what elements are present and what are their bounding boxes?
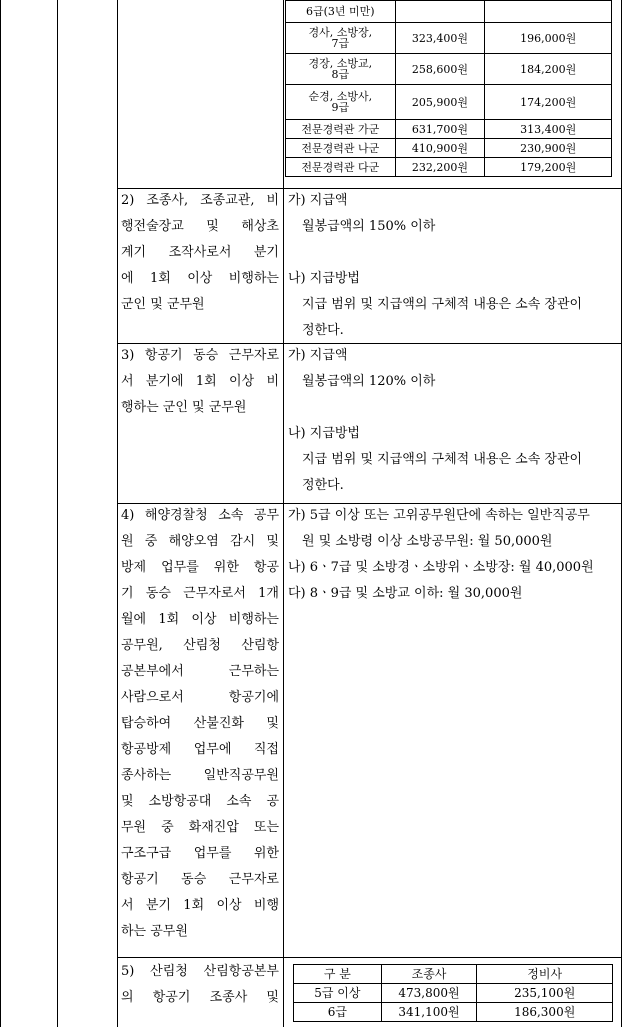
amount-cell: 174,200원 xyxy=(485,85,612,120)
column-header: 정비사 xyxy=(477,965,613,984)
table-cell: 341,100원 xyxy=(381,1003,477,1022)
table-row xyxy=(294,1003,613,1022)
column-divider xyxy=(117,0,118,1027)
condition-line: 및 소방항공대 소속 공 xyxy=(121,794,279,809)
detail-line xyxy=(288,395,582,421)
condition-line: 항공기 동승 근무자로 xyxy=(121,872,279,887)
condition-line: 원 중 해양오염 감시 및 xyxy=(121,534,279,549)
rank-cell xyxy=(286,139,396,158)
condition-line: 행하는 군인 및 군무원 xyxy=(121,400,247,415)
condition-line: 서 분기 1회 이상 비행 xyxy=(121,898,279,913)
condition-line: 종사하는 일반직공무원 xyxy=(121,768,279,783)
table-row xyxy=(286,139,612,158)
table-cell: 6급 xyxy=(294,1003,382,1022)
condition-line: 5) 산림청 산림항공본부 xyxy=(121,964,279,979)
detail-line: 가) 5급 이상 또는 고위공무원단에 속하는 일반직공무 xyxy=(288,508,590,523)
condition-line: 공본부에서 근무하는 xyxy=(121,664,279,679)
condition-line: 기 동승 근무자로서 1개 xyxy=(121,586,279,601)
detail-line: 월봉급액의 150% 이하 xyxy=(302,219,436,234)
rank-cell xyxy=(286,54,396,85)
section-4-details xyxy=(288,503,594,607)
table-cell: 235,100원 xyxy=(477,984,613,1003)
rank-label: 전문경력관 다군 xyxy=(301,160,380,174)
amount-cell xyxy=(485,1,612,23)
condition-line: 2) 조종사, 조종교관, 비 xyxy=(121,193,279,208)
table-row xyxy=(286,54,612,85)
detail-line: 정한다. xyxy=(302,323,344,338)
detail-line: 나) 지급방법 xyxy=(288,271,360,286)
amount-cell: 230,900원 xyxy=(485,139,612,158)
pay-table-top xyxy=(285,0,612,177)
condition-line: 3) 항공기 동승 근무자로 xyxy=(121,348,279,363)
detail-line: 가) 지급액 xyxy=(288,193,348,208)
amount-cell: 631,700원 xyxy=(395,120,485,139)
amount-cell: 323,400원 xyxy=(395,23,485,54)
rank-label: 순경, 소방사, xyxy=(308,90,373,103)
condition-line: 의 항공기 조종사 및 xyxy=(121,990,279,1005)
section-5-condition xyxy=(121,959,279,1011)
amount-cell: 232,200원 xyxy=(395,158,485,177)
table-row xyxy=(286,120,612,139)
condition-line: 방제 업무를 위한 항공 xyxy=(121,560,279,575)
detail-line: 나) 지급방법 xyxy=(288,426,360,441)
detail-line: 지급 범위 및 지급액의 구체적 내용은 소속 장관이 xyxy=(302,297,583,312)
table-row xyxy=(294,984,613,1003)
condition-line: 하는 공무원 xyxy=(121,924,188,939)
rank-label: 전문경력관 나군 xyxy=(301,141,380,155)
column-header: 구 분 xyxy=(294,965,382,984)
condition-line: 행전술장교 및 해상초 xyxy=(121,219,279,234)
amount-cell xyxy=(395,1,485,23)
rank-cell xyxy=(286,1,396,23)
table-header-row xyxy=(294,965,613,984)
detail-line: 다) 8ㆍ9급 및 소방교 이하: 월 30,000원 xyxy=(288,586,523,601)
row-divider xyxy=(117,957,622,958)
section-2-condition xyxy=(121,188,279,318)
column-divider xyxy=(283,0,284,1027)
condition-line: 4) 해양경찰청 소속 공무 xyxy=(121,508,279,523)
rank-label: 6급(3년 미만) xyxy=(305,5,375,18)
condition-line: 에 1회 이상 비행하는 xyxy=(121,271,279,286)
section-4-condition xyxy=(121,503,279,945)
table-row xyxy=(286,1,612,23)
condition-line: 사람으로서 항공기에 xyxy=(121,690,279,705)
section-3-details xyxy=(288,343,582,499)
table-row xyxy=(286,23,612,54)
detail-line: 나) 6ㆍ7급 및 소방경ㆍ소방위ㆍ소방장: 월 40,000원 xyxy=(288,560,594,575)
amount-cell: 184,200원 xyxy=(485,54,612,85)
amount-cell: 179,200원 xyxy=(485,158,612,177)
rank-cell xyxy=(286,158,396,177)
condition-line: 군인 및 군무원 xyxy=(121,297,205,312)
condition-line: 탑승하여 산불진화 및 xyxy=(121,716,279,731)
rank-label: 8급 xyxy=(331,68,350,81)
column-divider xyxy=(57,0,58,1027)
amount-cell: 196,000원 xyxy=(485,23,612,54)
table-border-left xyxy=(0,0,1,1027)
amount-cell: 313,400원 xyxy=(485,120,612,139)
condition-line: 월에 1회 이상 비행하는 xyxy=(121,612,279,627)
rank-cell xyxy=(286,120,396,139)
section-3-condition xyxy=(121,343,279,421)
rank-label: 경사, 소방장, xyxy=(308,26,373,39)
rank-label: 9급 xyxy=(331,101,350,114)
detail-line: 정한다. xyxy=(302,478,344,493)
rank-cell xyxy=(286,23,396,54)
condition-line: 공무원, 산림청 산림항 xyxy=(121,638,279,653)
detail-line: 월봉급액의 120% 이하 xyxy=(302,374,436,389)
table-cell: 5급 이상 xyxy=(294,984,382,1003)
pay-table-aviation xyxy=(293,964,613,1022)
rank-cell xyxy=(286,85,396,120)
table-row xyxy=(286,85,612,120)
table-row xyxy=(286,158,612,177)
condition-line: 계기 조작사로서 분기 xyxy=(121,245,279,260)
condition-line: 구조구급 업무를 위한 xyxy=(121,846,279,861)
condition-line: 무원 중 화재진압 또는 xyxy=(121,820,279,835)
condition-line: 서 분기에 1회 이상 비 xyxy=(121,374,279,389)
detail-line: 가) 지급액 xyxy=(288,348,348,363)
table-cell: 186,300원 xyxy=(477,1003,613,1022)
condition-line: 항공방제 업무에 직접 xyxy=(121,742,279,757)
detail-line xyxy=(288,240,582,266)
detail-line: 원 및 소방령 이상 소방공무원: 월 50,000원 xyxy=(302,534,553,549)
table-cell: 473,800원 xyxy=(381,984,477,1003)
section-2-details xyxy=(288,188,582,344)
column-header: 조종사 xyxy=(381,965,477,984)
detail-line: 지급 범위 및 지급액의 구체적 내용은 소속 장관이 xyxy=(302,452,583,467)
rank-label: 전문경력관 가군 xyxy=(301,122,380,136)
amount-cell: 205,900원 xyxy=(395,85,485,120)
amount-cell: 258,600원 xyxy=(395,54,485,85)
rank-label: 경장, 소방교, xyxy=(308,57,373,70)
amount-cell: 410,900원 xyxy=(395,139,485,158)
rank-label: 7급 xyxy=(331,37,350,50)
